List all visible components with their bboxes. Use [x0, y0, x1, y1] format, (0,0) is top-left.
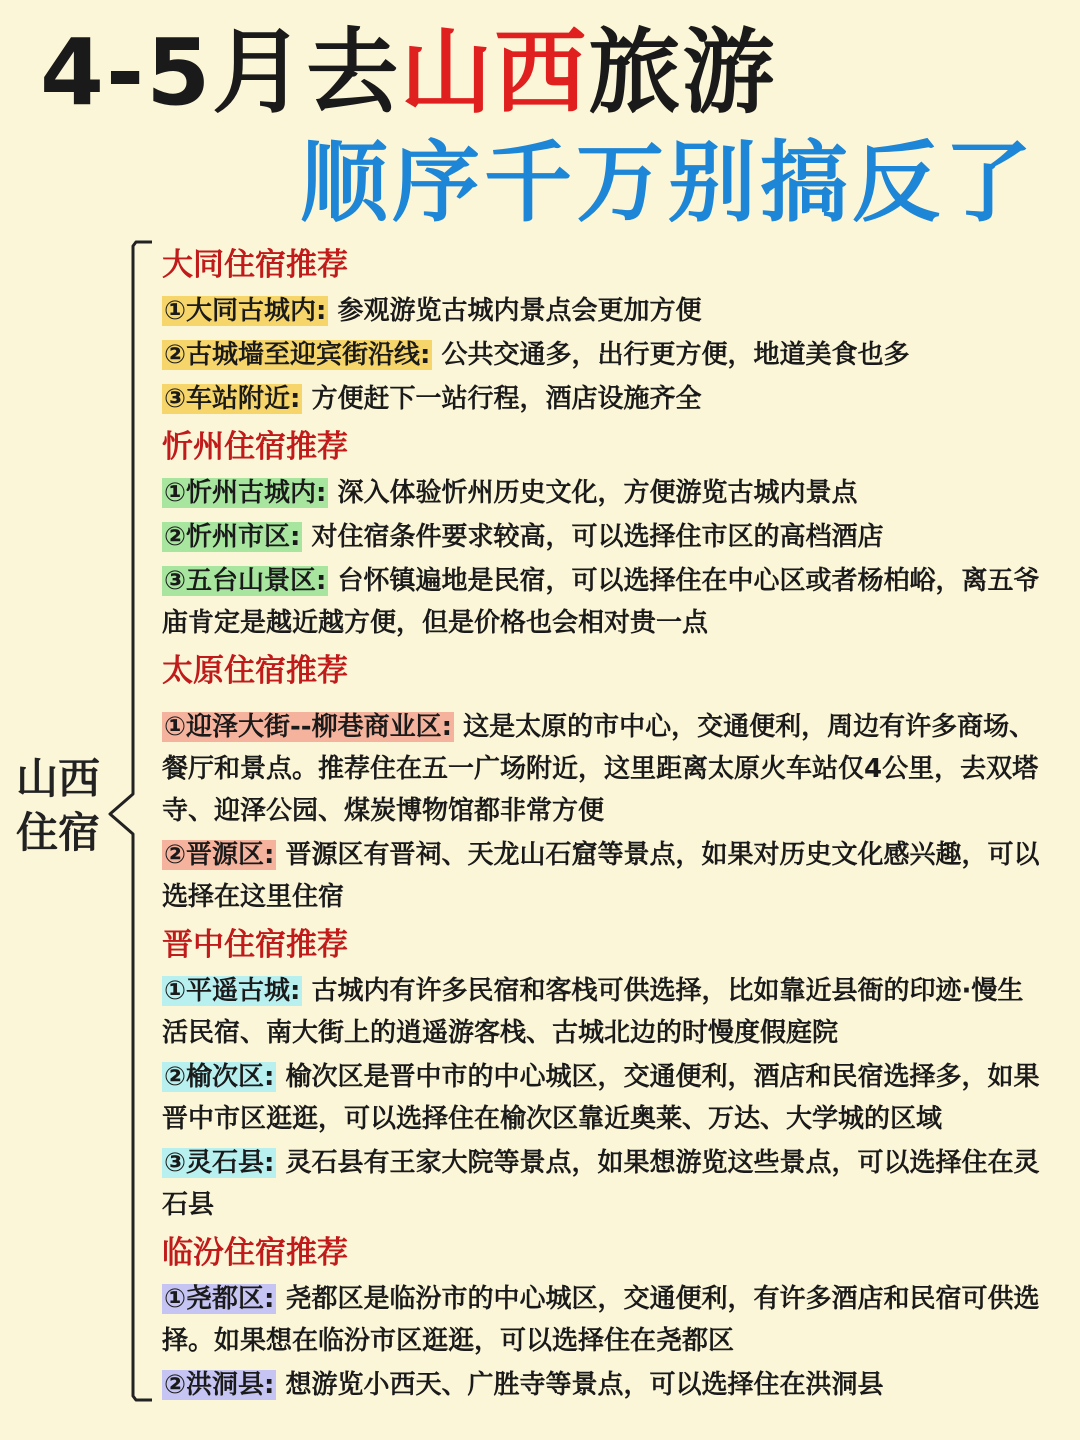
list-item [162, 560, 1048, 644]
item-text: 对住宿条件要求较高，可以选择住市区的高档酒店 [311, 522, 884, 552]
item-label: ①忻州古城内: [164, 478, 327, 508]
list-item [162, 1364, 1048, 1406]
curly-brace [100, 236, 160, 1406]
list-item [162, 472, 1048, 514]
item-text: 这是太原的市中心，交通便利，周边有许多商场、餐厅和景点。推荐住在五一广场附近，这里距离太原火车站仅4公里，去双塔寺、迎泽公园、煤炭博物馆都非常方便 [162, 712, 1039, 826]
list-item [162, 706, 1048, 832]
item-label: ①迎泽大街--柳巷商业区: [164, 712, 452, 742]
title-suffix: 旅游 [588, 19, 777, 126]
item-label: ③五台山景区: [164, 566, 327, 596]
content [162, 240, 1048, 1408]
item-label: ②洪洞县: [164, 1370, 275, 1400]
list-item [162, 516, 1048, 558]
item-text: 台怀镇遍地是民宿，可以选择住在中心区或者杨柏峪，离五爷庙肯定是越近越方便，但是价格也会相对贵一点 [162, 566, 1040, 638]
item-label: ①平遥古城: [164, 976, 301, 1006]
item-text: 古城内有许多民宿和客栈可供选择，比如靠近县衙的印迹·慢生活民宿、南大街上的逍遥游客栈、古城北边的时慢度假庭院 [162, 976, 1024, 1048]
title-prefix: 4-5月去 [40, 19, 401, 126]
item-text: 榆次区是晋中市的中心城区，交通便利，酒店和民宿选择多，如果晋中市区逛逛，可以选择住在榆次区靠近奥莱、万达、大学城的区域 [162, 1062, 1040, 1134]
title-accent: 山西 [400, 19, 589, 126]
section-taiyuan [162, 646, 1048, 918]
item-text: 灵石县有王家大院等景点，如果想游览这些景点，可以选择住在灵石县 [162, 1148, 1040, 1220]
list-item [162, 1278, 1048, 1362]
page-subtitle: 顺序千万别搞反了 [299, 131, 1036, 234]
item-label: ②晋源区: [164, 840, 275, 870]
side-label-line1: 山西 [16, 754, 101, 803]
item-label: ②忻州市区: [164, 522, 301, 552]
list-item [162, 1056, 1048, 1140]
section-title: 太原住宿推荐 [162, 653, 348, 689]
item-label: ②榆次区: [164, 1062, 275, 1092]
spacer [162, 696, 1048, 706]
item-text: 晋源区有晋祠、天龙山石窟等景点，如果对历史文化感兴趣，可以选择在这里住宿 [162, 840, 1040, 912]
list-item [162, 290, 1048, 332]
item-text: 公共交通多，出行更方便，地道美食也多 [441, 340, 910, 370]
section-title: 临汾住宿推荐 [162, 1235, 348, 1271]
list-item [162, 1142, 1048, 1226]
item-label: ③灵石县: [164, 1148, 275, 1178]
item-text: 尧都区是临汾市的中心城区，交通便利，有许多酒店和民宿可供选择。如果想在临汾市区逛逛，可以选择住在尧都区 [162, 1284, 1040, 1356]
section-linfen [162, 1228, 1048, 1406]
section-xinzhou [162, 422, 1048, 644]
item-label: ①大同古城内: [164, 296, 327, 326]
item-label: ③车站附近: [164, 384, 301, 414]
item-text: 参观游览古城内景点会更加方便 [337, 296, 702, 326]
section-datong [162, 240, 1048, 420]
section-title: 大同住宿推荐 [162, 247, 348, 283]
section-title: 忻州住宿推荐 [162, 429, 348, 465]
page-title [40, 18, 776, 128]
item-label: ②古城墙至迎宾街沿线: [164, 340, 431, 370]
list-item [162, 334, 1048, 376]
item-text: 想游览小西天、广胜寺等景点，可以选择住在洪洞县 [285, 1370, 884, 1400]
list-item [162, 834, 1048, 918]
side-label [16, 752, 100, 860]
section-title: 晋中住宿推荐 [162, 927, 348, 963]
item-text: 深入体验忻州历史文化，方便游览古城内景点 [337, 478, 858, 508]
list-item [162, 970, 1048, 1054]
side-label-line2: 住宿 [16, 808, 101, 857]
section-jinzhong [162, 920, 1048, 1226]
item-label: ①尧都区: [164, 1284, 275, 1314]
item-text: 方便赶下一站行程，酒店设施齐全 [311, 384, 702, 414]
list-item [162, 378, 1048, 420]
